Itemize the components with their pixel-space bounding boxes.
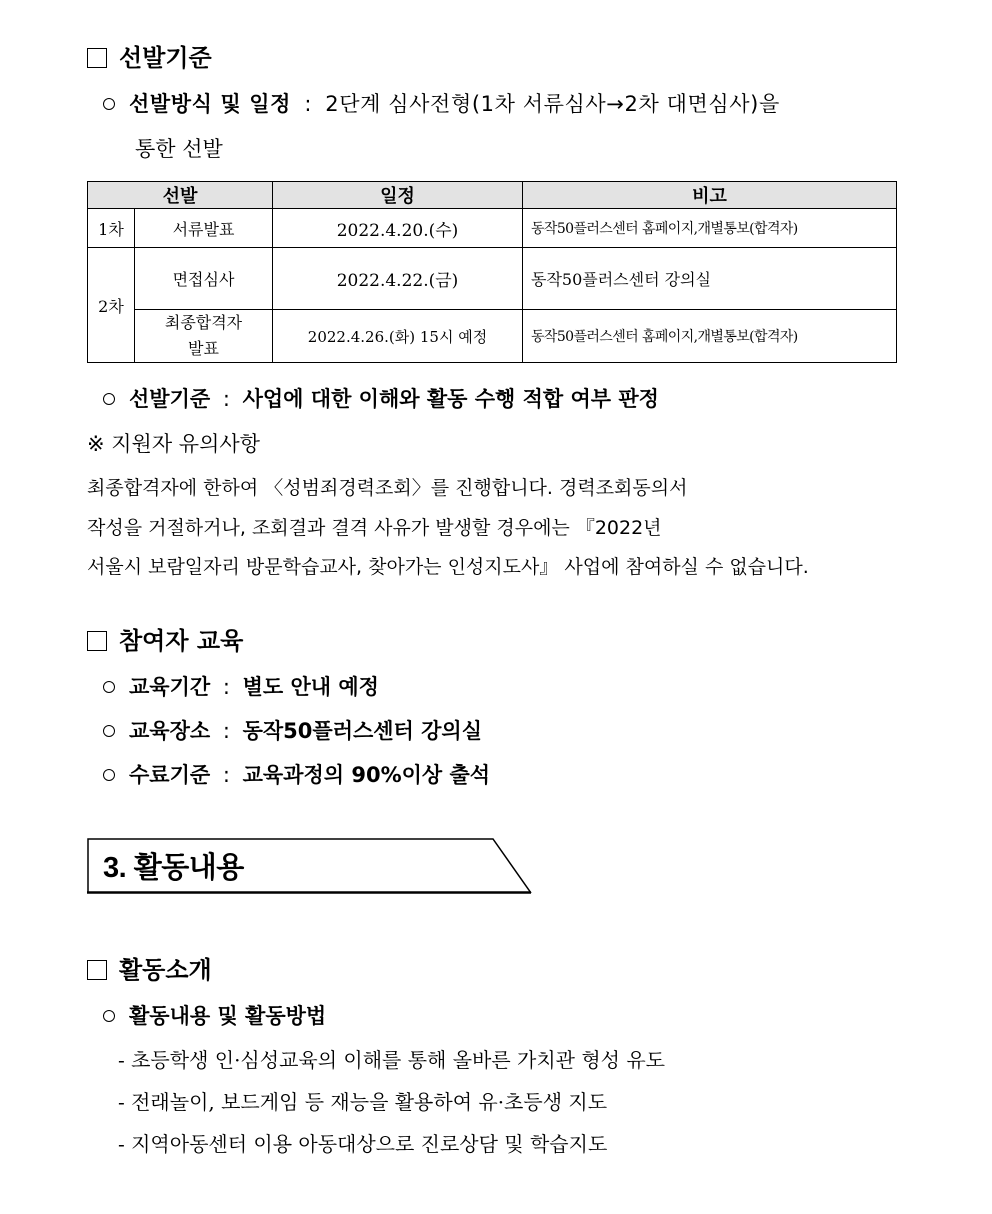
section-3-title-banner	[87, 838, 532, 894]
step-line: 최종합격자	[164, 313, 243, 332]
education-item-value: 별도 안내 예정	[242, 675, 379, 699]
header-selection: 선발	[88, 182, 273, 209]
heading-text: 선발기준	[119, 44, 212, 72]
note-cell: 동작50플러스센터 홈페이지,개별통보(합격자)	[523, 209, 897, 248]
note-cell: 동작50플러스센터 강의실	[523, 248, 897, 310]
circle-bullet-icon	[103, 769, 115, 781]
section-heading-activity-intro	[87, 950, 212, 985]
applicant-notice-heading: ※ 지원자 유의사항	[87, 432, 260, 456]
notice-line: 작성을 거절하거나, 조회결과 결격 사유가 발생할 경우에는 『2022년	[87, 517, 662, 539]
step-cell: 서류발표	[135, 209, 273, 248]
section-3-title: 3. 활동내용	[103, 852, 244, 884]
separator: :	[222, 387, 230, 411]
activity-subheading	[103, 1000, 326, 1030]
notice-line: 최종합격자에 한하여 〈성범죄경력조회〉를 진행합니다. 경력조회동의서	[87, 477, 688, 499]
selection-criteria-item	[103, 383, 659, 413]
activity-list-item: - 지역아동센터 이용 아동대상으로 진로상담 및 학습지도	[118, 1132, 608, 1156]
date-cell: 2022.4.22.(금)	[273, 248, 523, 310]
section-heading-selection-criteria	[87, 38, 212, 73]
activity-list-item: - 초등학생 인·심성교육의 이해를 통해 올바른 가치관 형성 유도	[118, 1048, 665, 1072]
note-cell: 동작50플러스센터 홈페이지,개별통보(합격자)	[523, 310, 897, 363]
checkbox-square-icon	[87, 960, 107, 980]
selection-method-label: 선발방식 및 일정	[129, 92, 292, 116]
step-cell	[135, 310, 273, 363]
section-heading-participant-education	[87, 621, 243, 656]
education-item	[103, 715, 482, 745]
separator: :	[222, 763, 230, 787]
step-line: 발표	[188, 339, 219, 358]
stage-cell: 2차	[88, 248, 135, 363]
checkbox-square-icon	[87, 631, 107, 651]
circle-bullet-icon	[103, 725, 115, 737]
education-item	[103, 759, 490, 789]
education-item-value: 교육과정의 90%이상 출석	[242, 763, 491, 787]
selection-method-value: 2단계 심사전형(1차 서류심사→2차 대면심사)을	[325, 92, 780, 116]
table-header-row	[88, 182, 897, 209]
education-item-label: 수료기준	[129, 763, 211, 787]
selection-criteria-label: 선발기준	[129, 387, 211, 411]
date-cell: 2022.4.20.(수)	[273, 209, 523, 248]
activity-list-item: - 전래놀이, 보드게임 등 재능을 활용하여 유·초등생 지도	[118, 1090, 608, 1114]
heading-text: 참여자 교육	[119, 627, 244, 655]
separator: :	[222, 719, 230, 743]
separator: :	[304, 92, 312, 116]
table-row	[88, 209, 897, 248]
education-item-label: 교육장소	[129, 719, 211, 743]
header-schedule: 일정	[273, 182, 523, 209]
table-row	[88, 248, 897, 310]
selection-criteria-value: 사업에 대한 이해와 활동 수행 적합 여부 판정	[242, 387, 659, 411]
table-row	[88, 310, 897, 363]
circle-bullet-icon	[103, 98, 115, 110]
heading-text: 활동소개	[119, 956, 212, 984]
selection-method-value-continued: 통한 선발	[135, 137, 223, 161]
date-cell: 2022.4.26.(화) 15시 예정	[273, 310, 523, 363]
circle-bullet-icon	[103, 1010, 115, 1022]
circle-bullet-icon	[103, 681, 115, 693]
education-item-label: 교육기간	[129, 675, 211, 699]
education-item-value: 동작50플러스센터 강의실	[242, 719, 483, 743]
header-remarks: 비고	[523, 182, 897, 209]
separator: :	[222, 675, 230, 699]
circle-bullet-icon	[103, 393, 115, 405]
stage-cell: 1차	[88, 209, 135, 248]
activity-subheading-text: 활동내용 및 활동방법	[129, 1004, 327, 1028]
education-item	[103, 671, 379, 701]
checkbox-square-icon	[87, 48, 107, 68]
selection-schedule-table	[87, 181, 897, 363]
notice-line: 서울시 보람일자리 방문학습교사, 찾아가는 인성지도사』 사업에 참여하실 수 없습니다.	[87, 556, 809, 578]
step-cell: 면접심사	[135, 248, 273, 310]
selection-method-item	[103, 88, 780, 118]
